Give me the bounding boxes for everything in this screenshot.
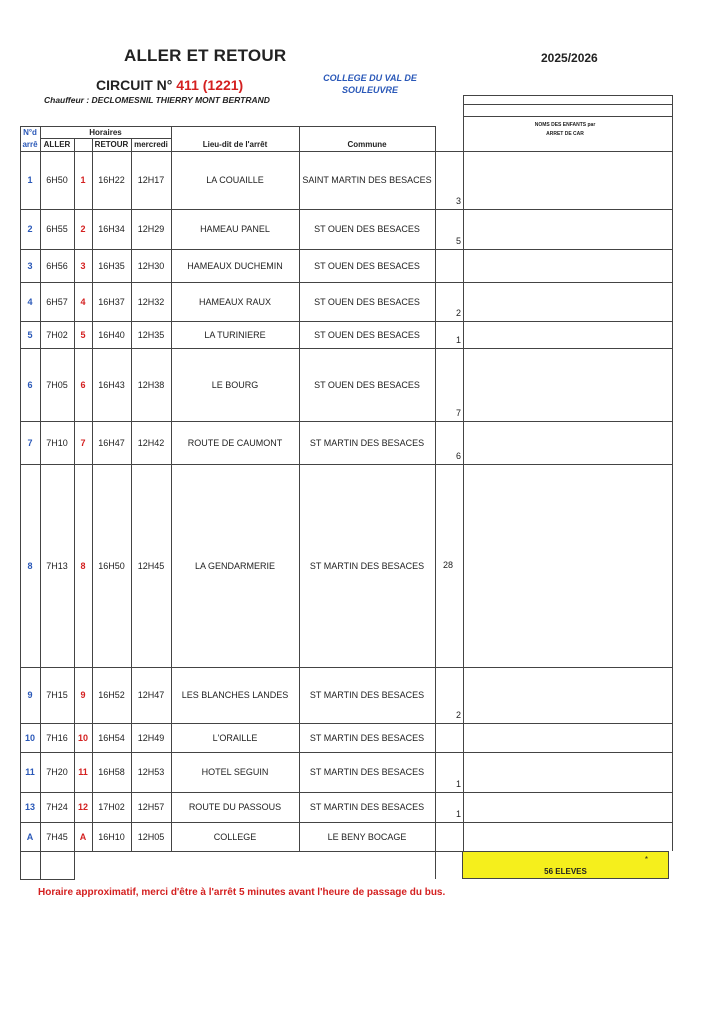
names-header-line-1: NOMS DES ENFANTS par — [534, 122, 596, 128]
retour-time: 17H02 — [98, 802, 125, 812]
mercredi-time: 12H17 — [137, 175, 165, 185]
stop-number: 10 — [24, 732, 35, 743]
stop-location: L'ORAILLE — [212, 732, 258, 743]
footer-stub-count — [435, 851, 436, 879]
stop-commune: ST MARTIN DES BESACES — [309, 802, 425, 812]
stop-number: 4 — [27, 296, 33, 307]
mercredi-time: 12H42 — [137, 437, 165, 448]
retour-time: 16H40 — [98, 329, 125, 340]
student-count: 6 — [456, 451, 462, 461]
stop-location: LA TURINIERE — [204, 329, 266, 340]
stop-commune: SAINT MARTIN DES BESACES — [302, 175, 432, 185]
stop-commune: ST OUEN DES BESACES — [314, 379, 420, 390]
stop-commune: ST MARTIN DES BESACES — [309, 767, 425, 777]
retour-time: 16H22 — [98, 175, 125, 185]
stop-commune: ST OUEN DES BESACES — [314, 260, 420, 271]
school-year: 2025/2026 — [541, 51, 598, 65]
header-horaires: Horaires — [89, 127, 122, 137]
body-col-line — [435, 151, 436, 851]
stop-location: HOTEL SEGUIN — [201, 767, 269, 777]
stop-index: 8 — [80, 560, 86, 571]
stop-number: 2 — [27, 224, 33, 234]
aller-time: 6H57 — [46, 296, 68, 307]
circuit-number — [96, 77, 243, 93]
header-retour: RETOUR — [94, 140, 129, 149]
stop-location: ROUTE DE CAUMONT — [187, 437, 283, 448]
retour-time: 16H37 — [98, 296, 125, 307]
stop-index: 9 — [80, 690, 86, 700]
student-count: 7 — [456, 408, 462, 418]
retour-time: 16H34 — [98, 224, 125, 234]
retour-time: 16H43 — [98, 379, 125, 390]
stop-location: HAMEAU PANEL — [200, 224, 270, 234]
stop-number: 13 — [24, 802, 35, 812]
stop-index: 10 — [77, 732, 88, 743]
aller-time: 7H05 — [46, 379, 68, 390]
body-col-line — [463, 151, 464, 851]
stop-location: ROUTE DU PASSOUS — [188, 802, 282, 812]
stop-location: HAMEAUX DUCHEMIN — [187, 260, 283, 271]
aller-time: 7H02 — [46, 329, 68, 340]
names-header — [500, 121, 630, 139]
stop-number: 9 — [27, 690, 33, 700]
student-count: 28 — [443, 559, 454, 570]
stop-index: 2 — [80, 224, 86, 234]
stop-index: A — [79, 831, 87, 842]
stop-index: 1 — [80, 175, 86, 185]
document-title: ALLER ET RETOUR — [124, 46, 287, 65]
header-stop-number-2: arrê — [22, 140, 38, 149]
header-lieu: Lieu-dit de l'arrêt — [202, 140, 268, 149]
student-count: 1 — [456, 809, 462, 819]
stop-index: 5 — [80, 329, 86, 340]
names-box-sub-border — [463, 104, 673, 105]
retour-time: 16H35 — [98, 260, 125, 271]
retour-time: 16H52 — [98, 690, 125, 700]
total-students-box — [462, 851, 669, 879]
stop-location: LA COUAILLE — [206, 175, 264, 185]
stop-number: 6 — [27, 379, 33, 390]
stop-commune: ST MARTIN DES BESACES — [309, 560, 425, 571]
college-name — [318, 72, 422, 96]
total-students-label: 56 ELEVES — [544, 867, 587, 876]
student-count: 1 — [456, 335, 462, 345]
stop-number: 11 — [25, 767, 35, 777]
stop-number: A — [26, 831, 34, 842]
stop-number: 5 — [27, 329, 33, 340]
stop-commune: ST MARTIN DES BESACES — [309, 437, 425, 448]
mercredi-time: 12H32 — [137, 296, 165, 307]
header-names-left-border — [463, 116, 464, 151]
aller-time: 7H10 — [46, 437, 68, 448]
names-header-line-2: ARRET DE CAR — [546, 131, 584, 137]
college-line-2: SOULEUVRE — [341, 85, 398, 95]
student-count: 2 — [456, 710, 462, 720]
aller-time: 6H56 — [46, 260, 68, 271]
aller-time: 7H16 — [46, 732, 68, 743]
stop-commune: ST MARTIN DES BESACES — [309, 690, 425, 700]
retour-time: 16H10 — [98, 831, 125, 842]
aller-time: 6H55 — [46, 224, 68, 234]
stop-commune: ST OUEN DES BESACES — [314, 329, 420, 340]
stop-commune: ST OUEN DES BESACES — [314, 224, 420, 234]
mercredi-time: 12H38 — [137, 379, 165, 390]
aller-time: 6H50 — [46, 175, 68, 185]
names-box-header-border — [463, 116, 673, 117]
retour-time: 16H47 — [98, 437, 125, 448]
student-count: 3 — [456, 196, 462, 206]
footer-stub-bottom — [20, 879, 75, 880]
names-box-top-border — [463, 95, 673, 96]
names-box-left-border — [463, 95, 464, 116]
aller-time: 7H45 — [46, 831, 68, 842]
retour-time: 16H58 — [98, 767, 125, 777]
circuit-code: 411 (1221) — [176, 77, 244, 93]
mercredi-time: 12H05 — [137, 831, 165, 842]
stop-index: 4 — [80, 296, 86, 307]
stop-number: 8 — [27, 560, 33, 571]
stop-commune: LE BENY BOCAGE — [327, 831, 407, 842]
mercredi-time: 12H57 — [137, 802, 165, 812]
stop-location: HAMEAUX RAUX — [198, 296, 271, 307]
stop-index: 6 — [80, 379, 86, 390]
header-mercredi: mercredi — [134, 140, 168, 149]
footer-stub-mid — [40, 851, 41, 879]
footer-stub-left — [20, 851, 21, 879]
retour-time: 16H54 — [98, 732, 125, 743]
stop-number: 1 — [27, 175, 33, 185]
stop-index: 3 — [80, 260, 86, 271]
stop-index: 12 — [77, 802, 88, 812]
header-subcol-line — [74, 138, 75, 151]
stop-number: 3 — [27, 260, 33, 271]
mercredi-time: 12H47 — [137, 690, 165, 700]
college-line-1: COLLEGE DU VAL DE — [323, 73, 417, 83]
aller-time: 7H24 — [46, 802, 68, 812]
stop-location: LES BLANCHES LANDES — [181, 690, 289, 700]
stop-commune: ST MARTIN DES BESACES — [309, 732, 425, 743]
stop-number: 7 — [27, 437, 33, 448]
row-line — [20, 851, 464, 852]
mercredi-time: 12H29 — [137, 224, 165, 234]
names-box-right-border — [672, 95, 673, 116]
body-right-border — [672, 151, 673, 851]
header-col-line — [435, 126, 436, 151]
header-aller: ALLER — [43, 140, 71, 149]
header-names-right-border — [672, 116, 673, 151]
stop-commune: ST OUEN DES BESACES — [314, 296, 420, 307]
footer-stub-right — [74, 851, 75, 879]
total-mark: * — [644, 855, 648, 864]
student-count: 1 — [456, 779, 462, 789]
timing-note: Horaire approximatif, merci d'être à l'arrêt 5 minutes avant l'heure de passage du bus. — [38, 887, 446, 898]
stop-index: 7 — [80, 437, 86, 448]
circuit-prefix: CIRCUIT N° — [96, 77, 173, 93]
mercredi-time: 12H30 — [137, 260, 165, 271]
stop-location: LA GENDARMERIE — [194, 560, 276, 571]
header-stop-number: N°d — [23, 127, 37, 137]
driver-info: Chauffeur : DECLOMESNIL THIERRY MONT BERTRAND — [44, 95, 270, 105]
retour-time: 16H50 — [98, 560, 125, 571]
student-count: 5 — [456, 236, 462, 246]
aller-time: 7H15 — [46, 690, 68, 700]
mercredi-time: 12H35 — [137, 329, 165, 340]
mercredi-time: 12H45 — [137, 560, 165, 571]
aller-time: 7H13 — [46, 560, 68, 571]
stop-index: 11 — [78, 767, 88, 777]
stop-location: LE BOURG — [211, 379, 259, 390]
mercredi-time: 12H53 — [137, 767, 165, 777]
mercredi-time: 12H49 — [137, 732, 165, 743]
stop-location: COLLEGE — [213, 831, 257, 842]
aller-time: 7H20 — [46, 767, 68, 777]
student-count: 2 — [456, 308, 462, 318]
header-commune: Commune — [347, 140, 387, 149]
